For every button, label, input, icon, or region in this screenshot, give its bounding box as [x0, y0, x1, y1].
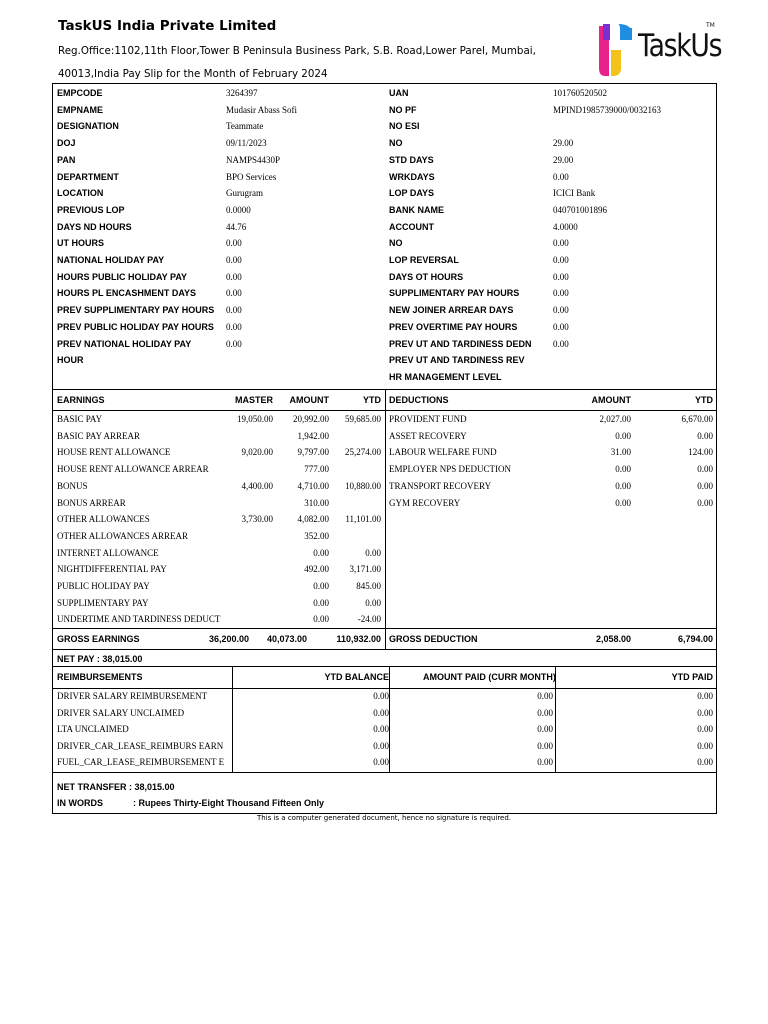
info-label: NO [389, 138, 403, 149]
payslip-header [52, 12, 722, 84]
earning-master: 19,050.00 [237, 414, 273, 424]
payslip-body [52, 83, 717, 814]
info-label: LOCATION [57, 188, 104, 199]
deductions-header: DEDUCTIONS [389, 395, 449, 405]
info-label: BANK NAME [389, 204, 444, 215]
info-label: NATIONAL HOLIDAY PAY [57, 255, 165, 265]
in-words-label: IN WORDS [57, 798, 103, 808]
info-label: DAYS OT HOURS [389, 271, 464, 282]
reimbursement-name: DRIVER SALARY REIMBURSEMENT [57, 691, 208, 701]
deduction-amount-header: AMOUNT [591, 395, 631, 405]
earning-name: UNDERTIME AND TARDINESS DEDUCT [57, 614, 221, 625]
earning-name: BASIC PAY [57, 414, 103, 424]
info-value: 0.00 [226, 321, 242, 332]
info-value: 0.00 [553, 271, 569, 282]
earning-master: 3,730.00 [241, 514, 273, 525]
earning-amount: 1,942.00 [297, 430, 329, 441]
reimbursement-ytd-balance: 0.00 [373, 707, 389, 718]
info-label: NO ESI [389, 121, 420, 132]
amount-header: AMOUNT [289, 395, 329, 405]
net-pay-bottom-divider [53, 666, 716, 667]
reimbursement-ytd-paid: 0.00 [697, 724, 713, 734]
info-label: HR MANAGEMENT LEVEL [389, 371, 502, 382]
info-value: 0.00 [553, 255, 569, 265]
earning-ytd: -24.00 [357, 614, 381, 625]
info-label: DAYS ND HOURS [57, 221, 132, 232]
earnings-header: EARNINGS [57, 395, 105, 405]
info-label: HOUR [57, 355, 84, 366]
earning-amount: 0.00 [313, 614, 329, 625]
earning-name: BONUS [57, 480, 88, 491]
earning-name: HOUSE RENT ALLOWANCE ARREAR [57, 464, 209, 475]
gross-divider [53, 628, 716, 629]
net-transfer-value: : 38,015.00 [129, 782, 175, 792]
info-label: EMPCODE [57, 88, 103, 98]
info-value: 29.00 [553, 138, 574, 149]
deduction-amount: 2,027.00 [599, 414, 631, 424]
deduction-ytd: 0.00 [697, 430, 713, 441]
info-value: 0.00 [226, 305, 242, 316]
reimbursements-header: REIMBURSEMENTS [57, 672, 143, 682]
earning-amount: 20,992.00 [293, 414, 329, 424]
reimbursement-ytd-balance: 0.00 [373, 691, 389, 701]
earning-ytd: 11,101.00 [345, 514, 381, 525]
info-value: ICICI Bank [553, 188, 596, 199]
reimbursement-ytd-balance: 0.00 [373, 724, 389, 734]
info-label: PREV OVERTIME PAY HOURS [389, 321, 518, 332]
reimbursement-name: DRIVER SALARY UNCLAIMED [57, 707, 185, 718]
net-pay: NET PAY : 38,015.00 [57, 654, 143, 664]
info-label: STD DAYS [389, 154, 434, 165]
gross-earnings-ytd: 110,932.00 [336, 634, 381, 644]
info-value: Teammate [226, 121, 264, 132]
deduction-name: LABOUR WELFARE FUND [389, 447, 497, 458]
gross-earnings-master: 36,200.00 [208, 634, 249, 644]
ytd-balance-header: YTD BALANCE [324, 672, 389, 682]
deduction-amount: 0.00 [615, 464, 631, 475]
gross-earnings-label: GROSS EARNINGS [57, 634, 140, 644]
info-value: 0.00 [553, 305, 569, 316]
info-value: 0.00 [226, 288, 242, 299]
info-value: 0.00 [553, 321, 569, 332]
deduction-amount: 0.00 [615, 497, 631, 508]
deduction-name: ASSET RECOVERY [389, 430, 467, 441]
info-value: 44.76 [226, 221, 247, 232]
reimb-header-divider [53, 688, 716, 689]
info-label: SUPPLIMENTARY PAY HOURS [389, 288, 520, 299]
deduction-amount: 0.00 [615, 430, 631, 441]
info-value: 09/11/2023 [226, 138, 267, 149]
earning-name: INTERNET ALLOWANCE [57, 547, 159, 558]
registered-office-address: Reg.Office:1102,11th Floor,Tower B Peninsula Business Park, S.B. Road,Lower Parel, Mumbai, [58, 45, 536, 57]
deduction-name: PROVIDENT FUND [389, 414, 467, 424]
ytd-header: YTD [363, 395, 381, 405]
gross-deduction-label: GROSS DEDUCTION [389, 634, 478, 644]
info-value: 0.00 [553, 338, 569, 349]
taskus-logo-mark [598, 20, 638, 78]
earning-amount: 310.00 [304, 497, 329, 508]
info-value: Mudasir Abass Sofi [226, 104, 298, 115]
info-label: UAN [389, 88, 409, 98]
company-name: TaskUS India Private Limited [58, 18, 277, 34]
earning-ytd: 845.00 [356, 581, 381, 591]
info-value: 101760520502 [553, 88, 607, 98]
deduction-name: EMPLOYER NPS DEDUCTION [389, 464, 512, 475]
earning-amount: 9,797.00 [297, 447, 329, 458]
reimbursement-amount-paid: 0.00 [537, 757, 553, 767]
net-transfer-label: NET TRANSFER [57, 782, 127, 792]
info-value: 0.00 [226, 338, 242, 349]
info-value: MPIND1985739000/0032163 [553, 104, 662, 115]
info-value: 0.00 [226, 238, 242, 249]
reimbursement-name: DRIVER_CAR_LEASE_REIMBURS EARN [57, 740, 224, 751]
reimbursement-ytd-paid: 0.00 [697, 740, 713, 751]
amount-paid-header: AMOUNT PAID (CURR MONTH) [423, 672, 556, 682]
info-label: PREV SUPPLIMENTARY PAY HOURS [57, 305, 215, 316]
info-value: 0.00 [226, 271, 242, 282]
in-words-value: : Rupees Thirty-Eight Thousand Fifteen Only [133, 798, 325, 808]
info-value: 0.00 [553, 288, 569, 299]
gross-deduction-amount: 2,058.00 [595, 634, 631, 644]
earning-amount: 352.00 [304, 530, 329, 541]
info-label: PAN [57, 154, 76, 165]
info-label: NO [389, 238, 403, 249]
info-label: WRKDAYS [389, 171, 435, 182]
reimbursement-ytd-balance: 0.00 [373, 740, 389, 751]
deduction-amount: 31.00 [610, 447, 631, 458]
reimb-bottom-divider [53, 772, 716, 773]
info-label: PREV UT AND TARDINESS REV [389, 355, 525, 366]
gross-deduction-ytd: 6,794.00 [677, 634, 713, 644]
info-label: PREVIOUS LOP [57, 204, 125, 215]
master-header: MASTER [235, 395, 273, 405]
reimbursement-amount-paid: 0.00 [537, 740, 553, 751]
earning-name: BONUS ARREAR [57, 497, 126, 508]
info-value: 4.0000 [553, 221, 578, 232]
earning-name: OTHER ALLOWANCES ARREAR [57, 530, 189, 541]
info-label: LOP DAYS [389, 188, 435, 199]
info-label: UT HOURS [57, 238, 104, 249]
earning-ytd: 3,171.00 [349, 564, 381, 575]
deduction-ytd: 0.00 [697, 464, 713, 475]
earning-name: NIGHTDIFFERENTIAL PAY [57, 564, 167, 575]
earning-name: BASIC PAY ARREAR [57, 430, 141, 441]
earning-amount: 4,082.00 [297, 514, 329, 525]
net-pay-top-divider [53, 649, 716, 650]
info-value: NAMPS4430P [226, 154, 281, 165]
reimbursement-ytd-paid: 0.00 [697, 691, 713, 701]
reimb-col-divider-3 [555, 666, 556, 772]
info-label: PREV UT AND TARDINESS DEDN [389, 338, 532, 349]
reimbursement-ytd-paid: 0.00 [697, 707, 713, 718]
deduction-ytd-header: YTD [695, 395, 713, 405]
earning-ytd: 0.00 [365, 547, 381, 558]
reimb-col-divider-1 [232, 666, 233, 772]
earning-ytd: 0.00 [365, 597, 381, 608]
earning-master: 4,400.00 [241, 480, 273, 491]
deduction-ytd: 124.00 [688, 447, 713, 458]
deduction-name: GYM RECOVERY [389, 497, 461, 508]
earning-amount: 0.00 [313, 581, 329, 591]
deduction-ytd: 6,670.00 [681, 414, 713, 424]
earning-name: OTHER ALLOWANCES [57, 514, 150, 525]
info-label: DEPARTMENT [57, 171, 119, 182]
info-label: HOURS PL ENCASHMENT DAYS [57, 288, 197, 299]
reimbursement-name: LTA UNCLAIMED [57, 724, 129, 734]
ytd-paid-header: YTD PAID [671, 672, 713, 682]
earning-amount: 492.00 [304, 564, 329, 575]
earning-amount: 0.00 [313, 547, 329, 558]
info-value: 0.00 [553, 171, 569, 182]
info-label: HOURS PUBLIC HOLIDAY PAY [57, 271, 188, 282]
earning-amount: 0.00 [313, 597, 329, 608]
info-value: 0.00 [226, 255, 242, 265]
deduction-name: TRANSPORT RECOVERY [389, 480, 492, 491]
taskus-logo [598, 20, 722, 78]
earning-ytd: 10,880.00 [345, 480, 381, 491]
info-value: BPO Services [226, 171, 277, 182]
info-value: 0.00 [553, 238, 569, 249]
earning-name: HOUSE RENT ALLOWANCE [57, 447, 171, 458]
info-label: PREV PUBLIC HOLIDAY PAY HOURS [57, 321, 214, 332]
earning-amount: 777.00 [304, 464, 329, 475]
info-value: 3264397 [226, 88, 258, 98]
reimbursement-amount-paid: 0.00 [537, 724, 553, 734]
info-value: Gurugram [226, 188, 263, 199]
info-label: NEW JOINER ARREAR DAYS [389, 305, 514, 316]
info-label: ACCOUNT [389, 221, 434, 232]
computer-generated-note: This is a computer generated document, hence no signature is required. [256, 814, 512, 822]
logo-wordmark: TaskUs [638, 28, 722, 64]
info-value: 0.0000 [226, 204, 251, 215]
reimbursement-amount-paid: 0.00 [537, 707, 553, 718]
reimbursement-ytd-balance: 0.00 [373, 757, 389, 767]
info-label: LOP REVERSAL [389, 255, 459, 265]
earning-ytd: 25,274.00 [345, 447, 381, 458]
earning-ytd: 59,685.00 [345, 414, 381, 424]
earning-master: 9,020.00 [241, 447, 273, 458]
deduction-ytd: 0.00 [697, 480, 713, 491]
info-label: PREV NATIONAL HOLIDAY PAY [57, 338, 192, 349]
reimb-col-divider-2 [389, 666, 390, 772]
earning-name: PUBLIC HOLIDAY PAY [57, 581, 150, 591]
logo-trademark: TM [706, 22, 715, 29]
info-label: DOJ [57, 138, 76, 149]
earning-name: SUPPLIMENTARY PAY [57, 597, 149, 608]
info-value: 040701001896 [553, 204, 607, 215]
info-label: DESIGNATION [57, 121, 119, 132]
earning-amount: 4,710.00 [297, 480, 329, 491]
deduction-amount: 0.00 [615, 480, 631, 491]
reimbursement-amount-paid: 0.00 [537, 691, 553, 701]
info-label: EMPNAME [57, 104, 104, 115]
reimbursement-name: FUEL_CAR_LEASE_REIMBURSEMENT E [57, 757, 225, 767]
reimbursement-ytd-paid: 0.00 [697, 757, 713, 767]
earnings-deductions-divider [385, 389, 386, 649]
info-label: NO PF [389, 104, 417, 115]
deduction-ytd: 0.00 [697, 497, 713, 508]
gross-earnings-amount: 40,073.00 [266, 634, 307, 644]
info-value: 29.00 [553, 154, 574, 165]
payslip-period-line: 40013,India Pay Slip for the Month of February 2024 [58, 68, 328, 80]
